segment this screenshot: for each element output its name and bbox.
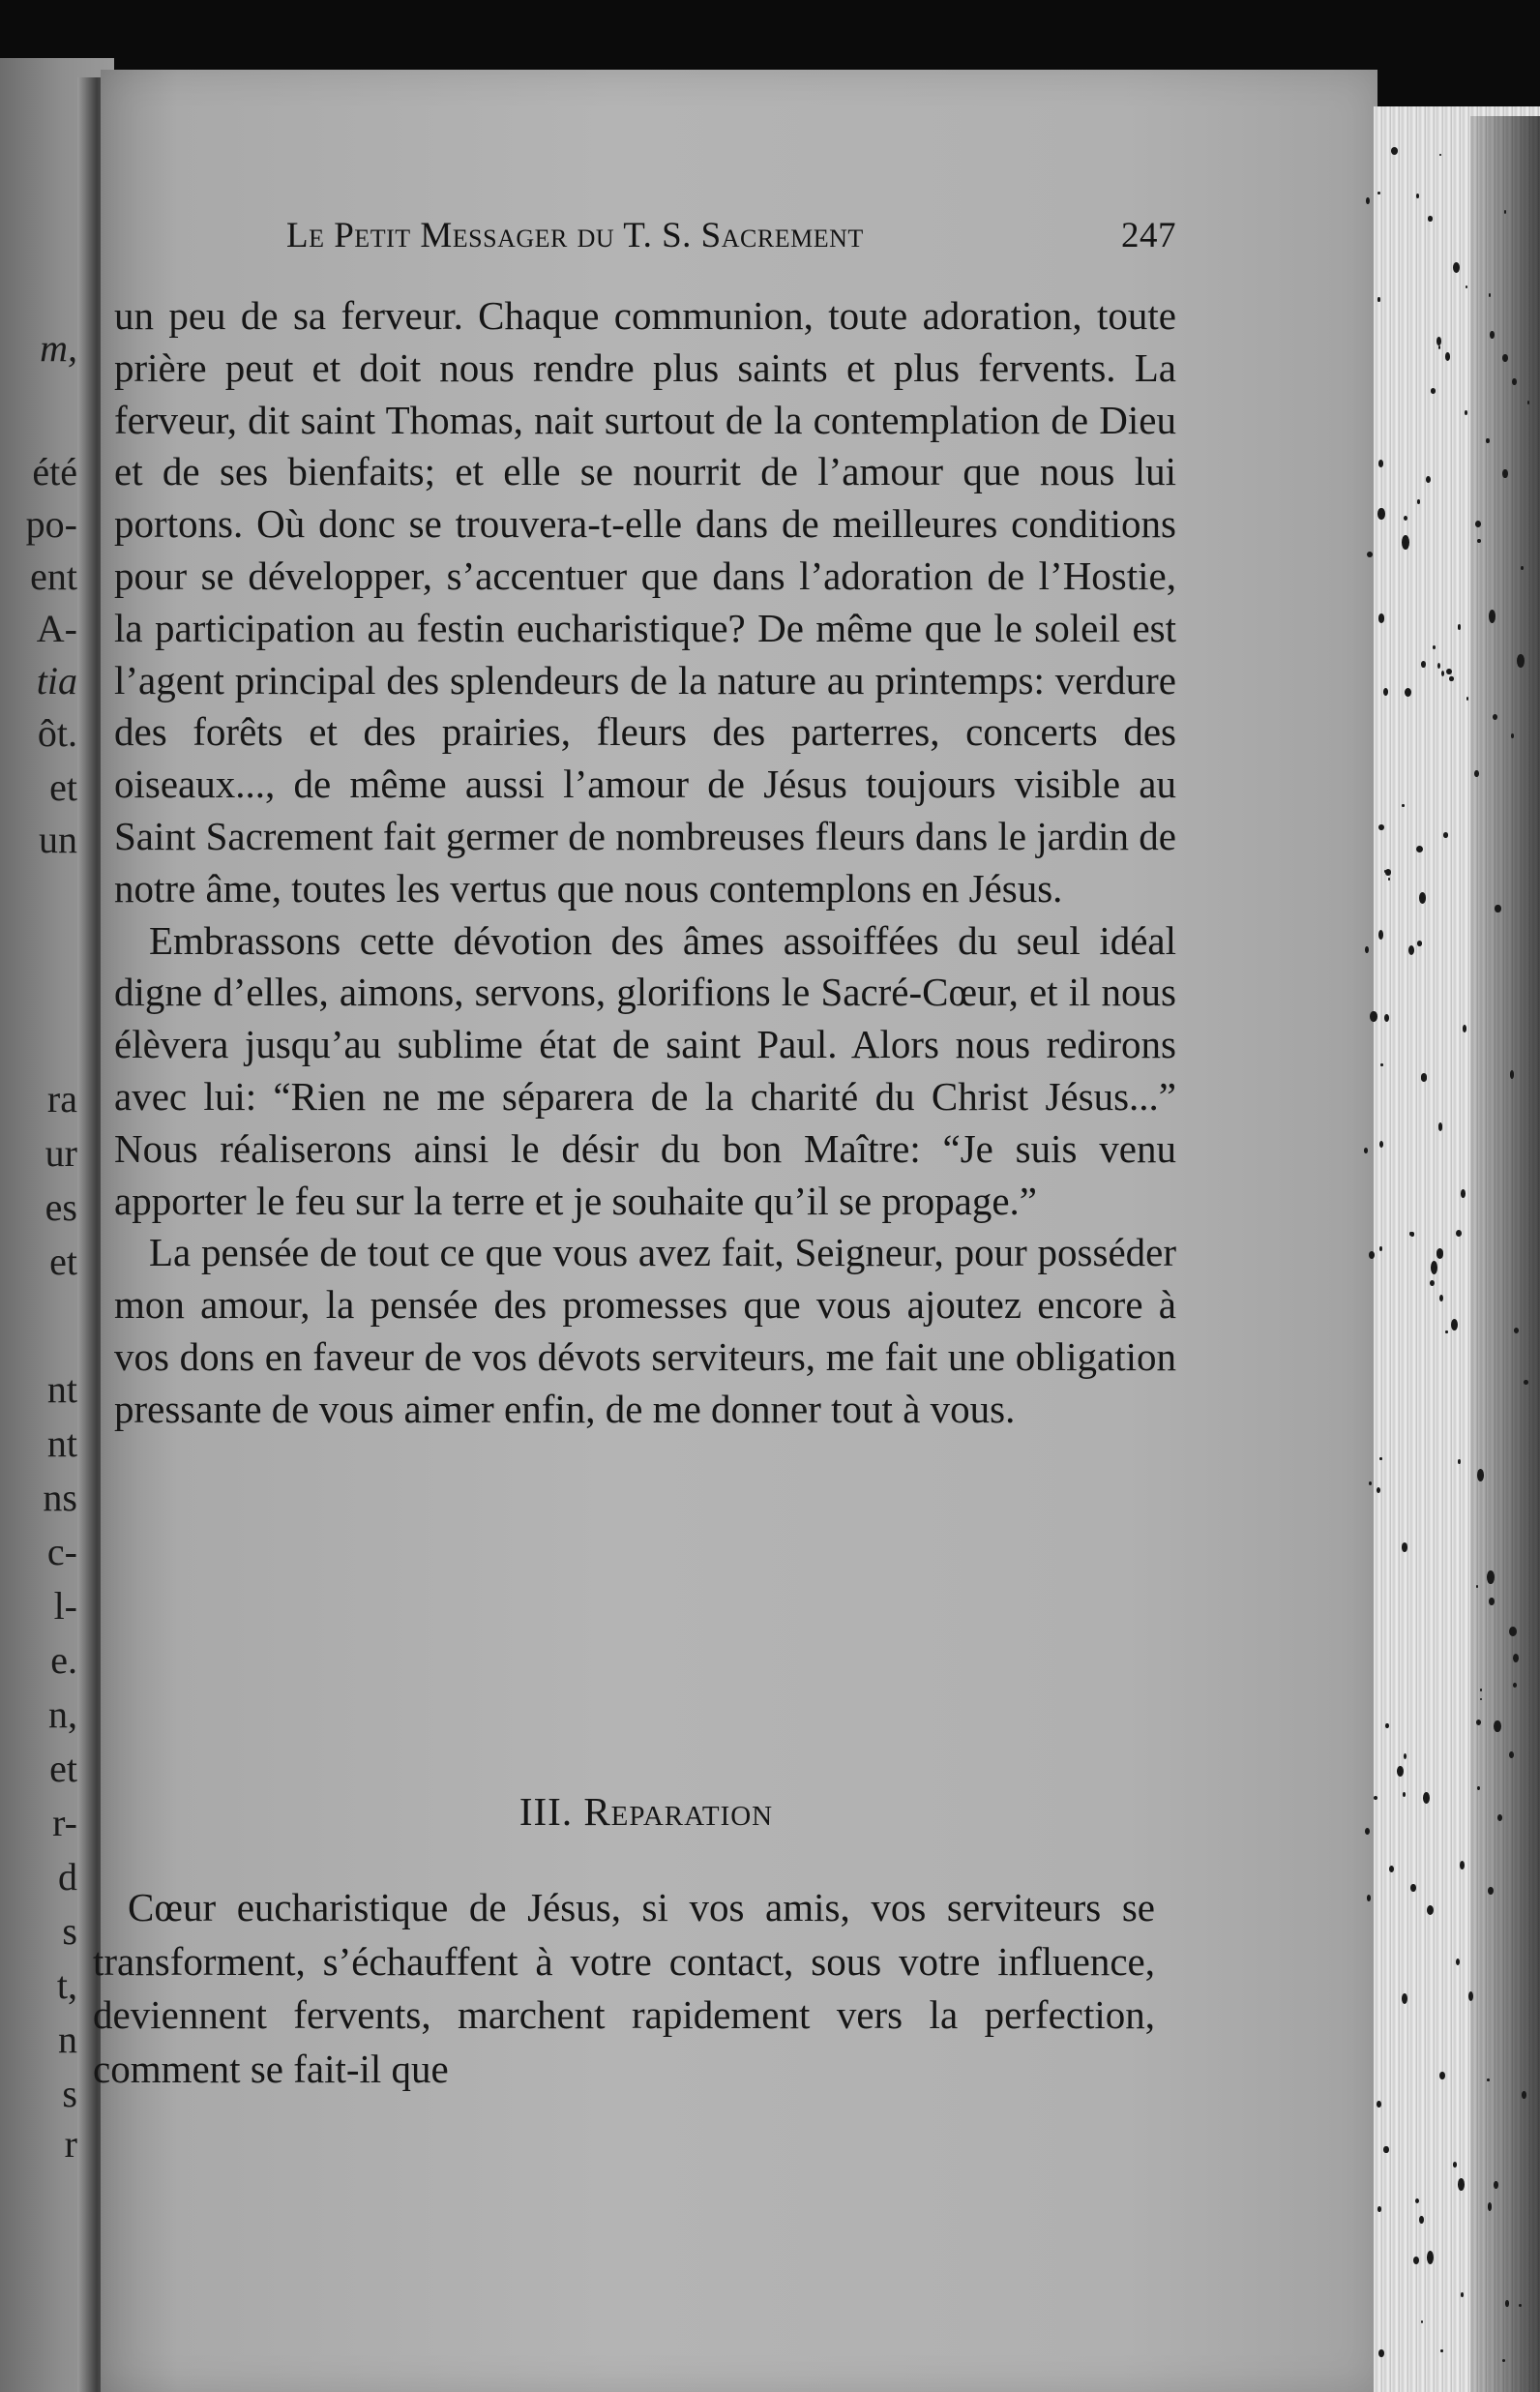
facing-page-fragment: r- — [52, 1801, 77, 1844]
speck — [1456, 1230, 1462, 1237]
speck — [1502, 354, 1508, 362]
speck — [1437, 663, 1440, 669]
speck — [1438, 1122, 1443, 1131]
section-body — [93, 1881, 1155, 2096]
speck — [1379, 1457, 1381, 1460]
page-number: 247 — [1121, 216, 1176, 255]
speck — [1377, 297, 1379, 302]
running-head-title: Le Petit Messager du T. S. Sacrement — [286, 216, 864, 255]
speck — [1474, 770, 1479, 777]
speck — [1391, 147, 1398, 155]
speck — [1374, 1796, 1377, 1800]
facing-page-fragment: nt — [46, 1367, 77, 1411]
speck — [1377, 508, 1384, 520]
speck — [1453, 262, 1460, 273]
facing-page-fragment: s — [62, 1909, 77, 1953]
facing-page-fragment: ôt. — [37, 711, 77, 755]
speck — [1383, 2146, 1388, 2153]
speck — [1383, 688, 1388, 696]
facing-page-fragment: et — [49, 1747, 77, 1790]
speck — [1477, 1469, 1484, 1480]
speck — [1489, 1598, 1495, 1605]
speck — [1466, 285, 1467, 288]
speck — [1494, 2181, 1498, 2189]
speck — [1413, 2257, 1419, 2264]
speck — [1458, 2178, 1465, 2190]
speck — [1379, 1141, 1383, 1148]
speck — [1475, 521, 1481, 527]
speck — [1449, 676, 1453, 681]
speck — [1365, 946, 1369, 953]
facing-page-fragment: ra — [46, 1077, 77, 1121]
speck — [1487, 2078, 1490, 2081]
speck — [1494, 1720, 1501, 1732]
paragraph: La pensée de tout ce que vous avez fait, Seigneur, pour posséder mon amour, la pensée des promesses que vous ajoutez encore à vos dons en faveur de vos dévots serviteurs, me fait une obligation pressante de vous aimer enfin, de me donner tout à vous. — [114, 1230, 1176, 1431]
speck — [1421, 1073, 1428, 1081]
facing-page-fragment: l- — [53, 1584, 77, 1628]
speck — [1421, 661, 1426, 668]
speck — [1408, 945, 1414, 955]
speck — [1445, 1331, 1447, 1333]
speck — [1446, 669, 1452, 674]
speck — [1377, 2206, 1381, 2212]
facing-page-fragment: po- — [25, 502, 77, 546]
facing-page-fragment: tia — [36, 659, 77, 703]
facing-page-fragment: t, — [56, 1963, 77, 2007]
speck — [1488, 1887, 1494, 1895]
speck — [1440, 2349, 1442, 2352]
speck — [1477, 539, 1481, 543]
speck — [1370, 1011, 1377, 1023]
running-head — [286, 215, 1176, 256]
facing-page-fragment: s — [62, 2072, 77, 2115]
speck — [1419, 2216, 1424, 2224]
speck — [1527, 401, 1529, 404]
speck — [1493, 714, 1497, 720]
speck — [1385, 869, 1391, 875]
speck — [1477, 1786, 1480, 1791]
speck — [1417, 941, 1422, 945]
speck — [1416, 194, 1419, 198]
paragraph: Cœur eucharistique de Jésus, si vos amis, vos serviteurs se transforment, s’échauffent à votre contact, sous votre influence, deviennent fervents, marchent rapidement vers la perfection, comment se fait-il que — [93, 1885, 1155, 2091]
facing-page-fragment: été — [32, 450, 77, 493]
facing-page-fragment: ent — [30, 554, 77, 598]
speck — [1378, 2349, 1384, 2357]
facing-page-fragment: c- — [46, 1530, 77, 1573]
paragraph: Embrassons cette dévotion des âmes assoiffées du seul idéal digne d’elles, aimons, servons, glorifions le Sacré-Cœur, et il nous élèvera jusqu’au sublime état de saint Paul. Alors nous redirons avec lui: “Rien ne me séparera de la charité du Christ Jésus...” Nous réaliserons ainsi le désir du bon Maître: “Je suis venu apporter le feu sur la terre et je souhaite qu’il se propage.” — [114, 917, 1176, 1223]
speck — [1402, 535, 1409, 550]
speck — [1495, 905, 1500, 912]
facing-page-fragment: un — [39, 818, 77, 861]
speck — [1519, 2304, 1522, 2307]
speck — [1487, 1570, 1495, 1584]
speck — [1410, 1884, 1416, 1892]
body-text — [114, 290, 1176, 1436]
speck — [1403, 1792, 1406, 1797]
facing-page-fragment: nt — [46, 1421, 77, 1465]
speck — [1397, 1766, 1404, 1777]
speck — [1443, 832, 1448, 838]
speck — [1458, 624, 1461, 629]
speck — [1522, 2091, 1526, 2099]
speck — [1505, 2300, 1509, 2306]
speck — [1423, 1792, 1430, 1804]
speck — [1461, 2292, 1464, 2297]
speck — [1409, 1232, 1412, 1235]
speck — [1378, 824, 1384, 830]
facing-page-fragment: e. — [50, 1638, 77, 1682]
speck — [1402, 804, 1404, 807]
facing-page-fragment: ur — [44, 1131, 77, 1175]
speck — [1490, 331, 1495, 339]
facing-page-fragment: es — [44, 1185, 77, 1229]
facing-page-fragment: ns — [43, 1476, 77, 1519]
facing-page-fragment: r — [64, 2122, 77, 2166]
facing-page-fragment: m, — [40, 326, 77, 370]
speck — [1509, 1627, 1517, 1636]
speck — [1389, 1866, 1394, 1872]
speck — [1463, 1025, 1466, 1032]
speck — [1445, 352, 1451, 361]
speck — [1461, 1189, 1466, 1198]
speck — [1513, 1683, 1517, 1688]
speck — [1502, 469, 1507, 479]
page-edges-shadow — [1470, 116, 1540, 2392]
speck — [1436, 337, 1441, 345]
facing-page-fragment: d — [58, 1855, 77, 1899]
facing-page-fragment: et — [49, 1240, 77, 1283]
section-heading: III. Reparation — [518, 1789, 774, 1834]
speck — [1436, 1248, 1444, 1258]
facing-page-fragment: A- — [36, 607, 77, 650]
facing-page-fragment: n, — [48, 1692, 77, 1736]
speck — [1476, 1585, 1478, 1588]
speck — [1486, 438, 1490, 442]
paragraph: un peu de sa ferveur. Chaque communion, toute adoration, toute prière peut et doit nous rendre plus saints et plus fervents. La ferveur, dit saint Thomas, nait surtout de la contemplation de Dieu et de ses bienfaits; et elle se nourrit de l’amour que nous lui portons. Où donc se trouvera-t-elle dans de meilleures conditions pour se développer, s’accentuer que dans l’adoration de l’Hostie, la participation au festin eucharistique? De même que le soleil est l’agent principal des splendeurs de la nature au printemps: verdure des forêts et des prairies, fleurs des parterres, concerts des oiseaux..., de même aussi l’amour de Jésus toujours visible au Saint Sacrement fait germer de nombreuses fleurs dans le jardin de notre âme, toutes les vertus que nous contemplons en Jésus. — [114, 293, 1176, 911]
facing-page-fragment: n — [58, 2018, 77, 2061]
speck — [1428, 216, 1432, 221]
facing-page-fragment: et — [49, 765, 77, 809]
speck — [1431, 1261, 1437, 1274]
speck — [1451, 1319, 1458, 1331]
